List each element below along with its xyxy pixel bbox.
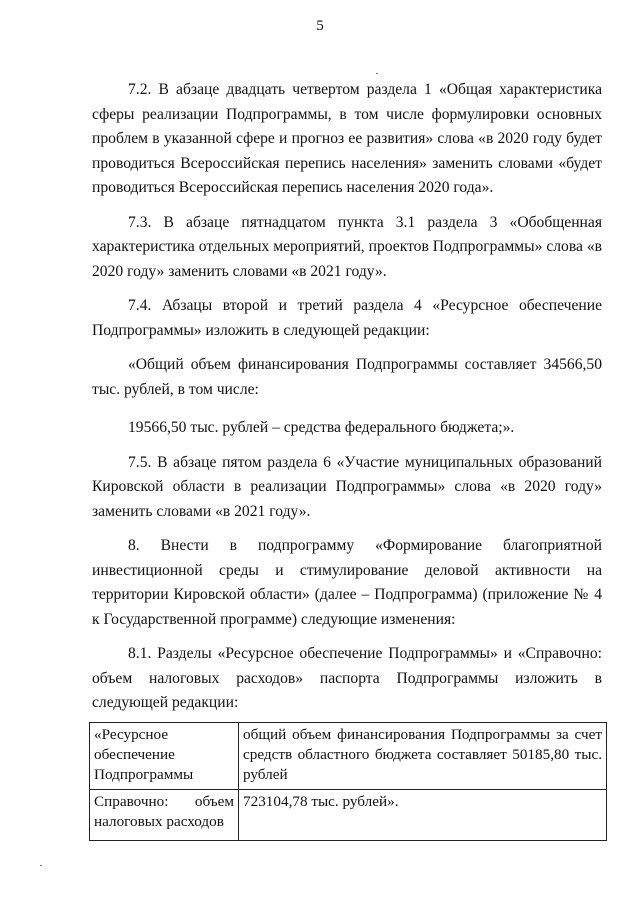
paragraph-7-4: 7.4. Абзацы второй и третий раздела 4 «Ресурсное обеспечение Подпрограммы» изложить в следующей редакции: xyxy=(92,297,602,339)
table-value-tax: 723104,78 тыс. рублей». xyxy=(239,789,607,840)
paragraph-7-5: 7.5. В абзаце пятом раздела 6 «Участие муниципальных образований Кировской области в реализации Подпрограммы» слова «в 2020 году» заменить словами «в 2021 году». xyxy=(92,453,602,520)
table-row xyxy=(90,789,607,840)
table-value-resource: общий объем финансирования Подпрограммы за счет средств областного бюджета составляет 50185,80 тыс. рублей xyxy=(239,722,607,789)
passport-table xyxy=(89,722,607,841)
table-label-tax: Справочно: объем налоговых расходов xyxy=(90,789,239,840)
table-label-resource: «Ресурсное обеспечение Подпрограммы xyxy=(90,722,239,789)
document-body xyxy=(92,78,602,841)
quote-federal-budget: 19566,50 тыс. рублей – средства федерального бюджета;». xyxy=(128,419,515,436)
table-row xyxy=(90,722,607,789)
scan-speck xyxy=(40,865,42,866)
page-number: 5 xyxy=(316,18,324,34)
paragraph-7-2: 7.2. В абзаце двадцать четвертом раздела 1 «Общая характеристика сферы реализации Подпрограммы, в том числе формулировки основных проблем в указанной сфере и прогноз ее развития» слова «в 2020 году будет проводиться Всероссийская перепись населения» заменить словами «будет проводиться Всероссийская перепись населения 2020 года». xyxy=(92,81,602,196)
paragraph-8: 8. Внести в подпрограмму «Формирование благоприятной инвестиционной среды и стимулирование деловой активности на территории Кировской области» (далее – Подпрограмма) (приложение № 4 к Государственной программе) следующие изменения: xyxy=(92,537,602,628)
quote-total-financing: «Общий объем финансирования Подпрограммы составляет 34566,50 тыс. рублей, в том числе: xyxy=(92,356,602,398)
scan-speck xyxy=(376,73,378,74)
paragraph-8-1: 8.1. Разделы «Ресурсное обеспечение Подпрограммы» и «Справочно: объем налоговых расходов» паспорта Подпрограммы изложить в следующей редакции: xyxy=(92,645,602,711)
paragraph-7-3: 7.3. В абзаце пятнадцатом пункта 3.1 раздела 3 «Обобщенная характеристика отдельных мероприятий, проектов Подпрограммы» слова «в 2020 году» заменить словами «в 2021 году». xyxy=(92,213,602,280)
